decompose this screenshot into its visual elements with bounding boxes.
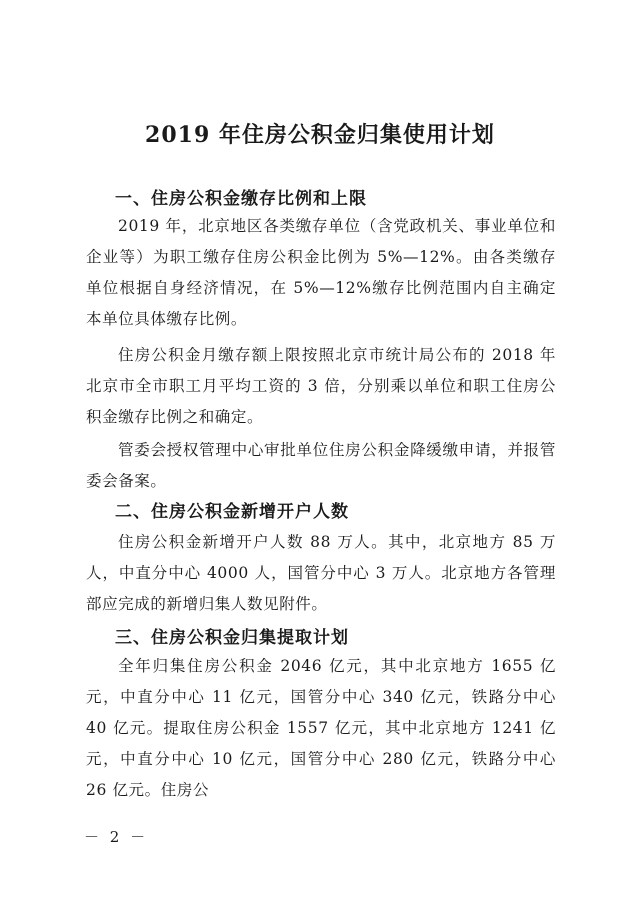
section-heading-2: 二、住房公积金新增开户人数 <box>115 502 349 522</box>
section-1-paragraph-1: 2019 年，北京地区各类缴存单位（含党政机关、事业单位和企业等）为职工缴存住房公积金比例为 5%—12%。由各类缴存单位根据自身经济情况，在 5%—12%缴存比例范围内自主确定本单位具体缴存比例。 <box>86 217 556 328</box>
section-2-paragraph-1: 住房公积金新增开户人数 88 万人。其中，北京地方 85 万人，中直分中心 4000 人，国管分中心 3 万人。北京地方各管理部应完成的新增归集人数见附件。 <box>86 533 556 613</box>
section-heading-1: 一、住房公积金缴存比例和上限 <box>115 189 367 209</box>
page-number: － 2 － <box>84 828 149 846</box>
section-1-paragraph-2: 住房公积金月缴存额上限按照北京市统计局公布的 2018 年北京市全市职工月平均工资的 3 倍，分别乘以单位和职工住房公积金缴存比例之和确定。 <box>86 346 556 426</box>
document-title: 2019 年住房公积金归集使用计划 <box>145 122 495 148</box>
section-1-paragraph-3: 管委会授权管理中心审批单位住房公积金降缓缴申请，并报管委会备案。 <box>86 441 556 490</box>
section-heading-3: 三、住房公积金归集提取计划 <box>115 628 349 648</box>
section-3-paragraph-1: 全年归集住房公积金 2046 亿元，其中北京地方 1655 亿元，中直分中心 11 亿元，国管分中心 340 亿元，铁路分中心 40 亿元。提取住房公积金 1557 亿元，其中北京地方 1241 亿元，中直分中心 10 亿元，国管分中心 280 亿元，铁路分中心 26 亿元。住房公 <box>86 657 556 799</box>
